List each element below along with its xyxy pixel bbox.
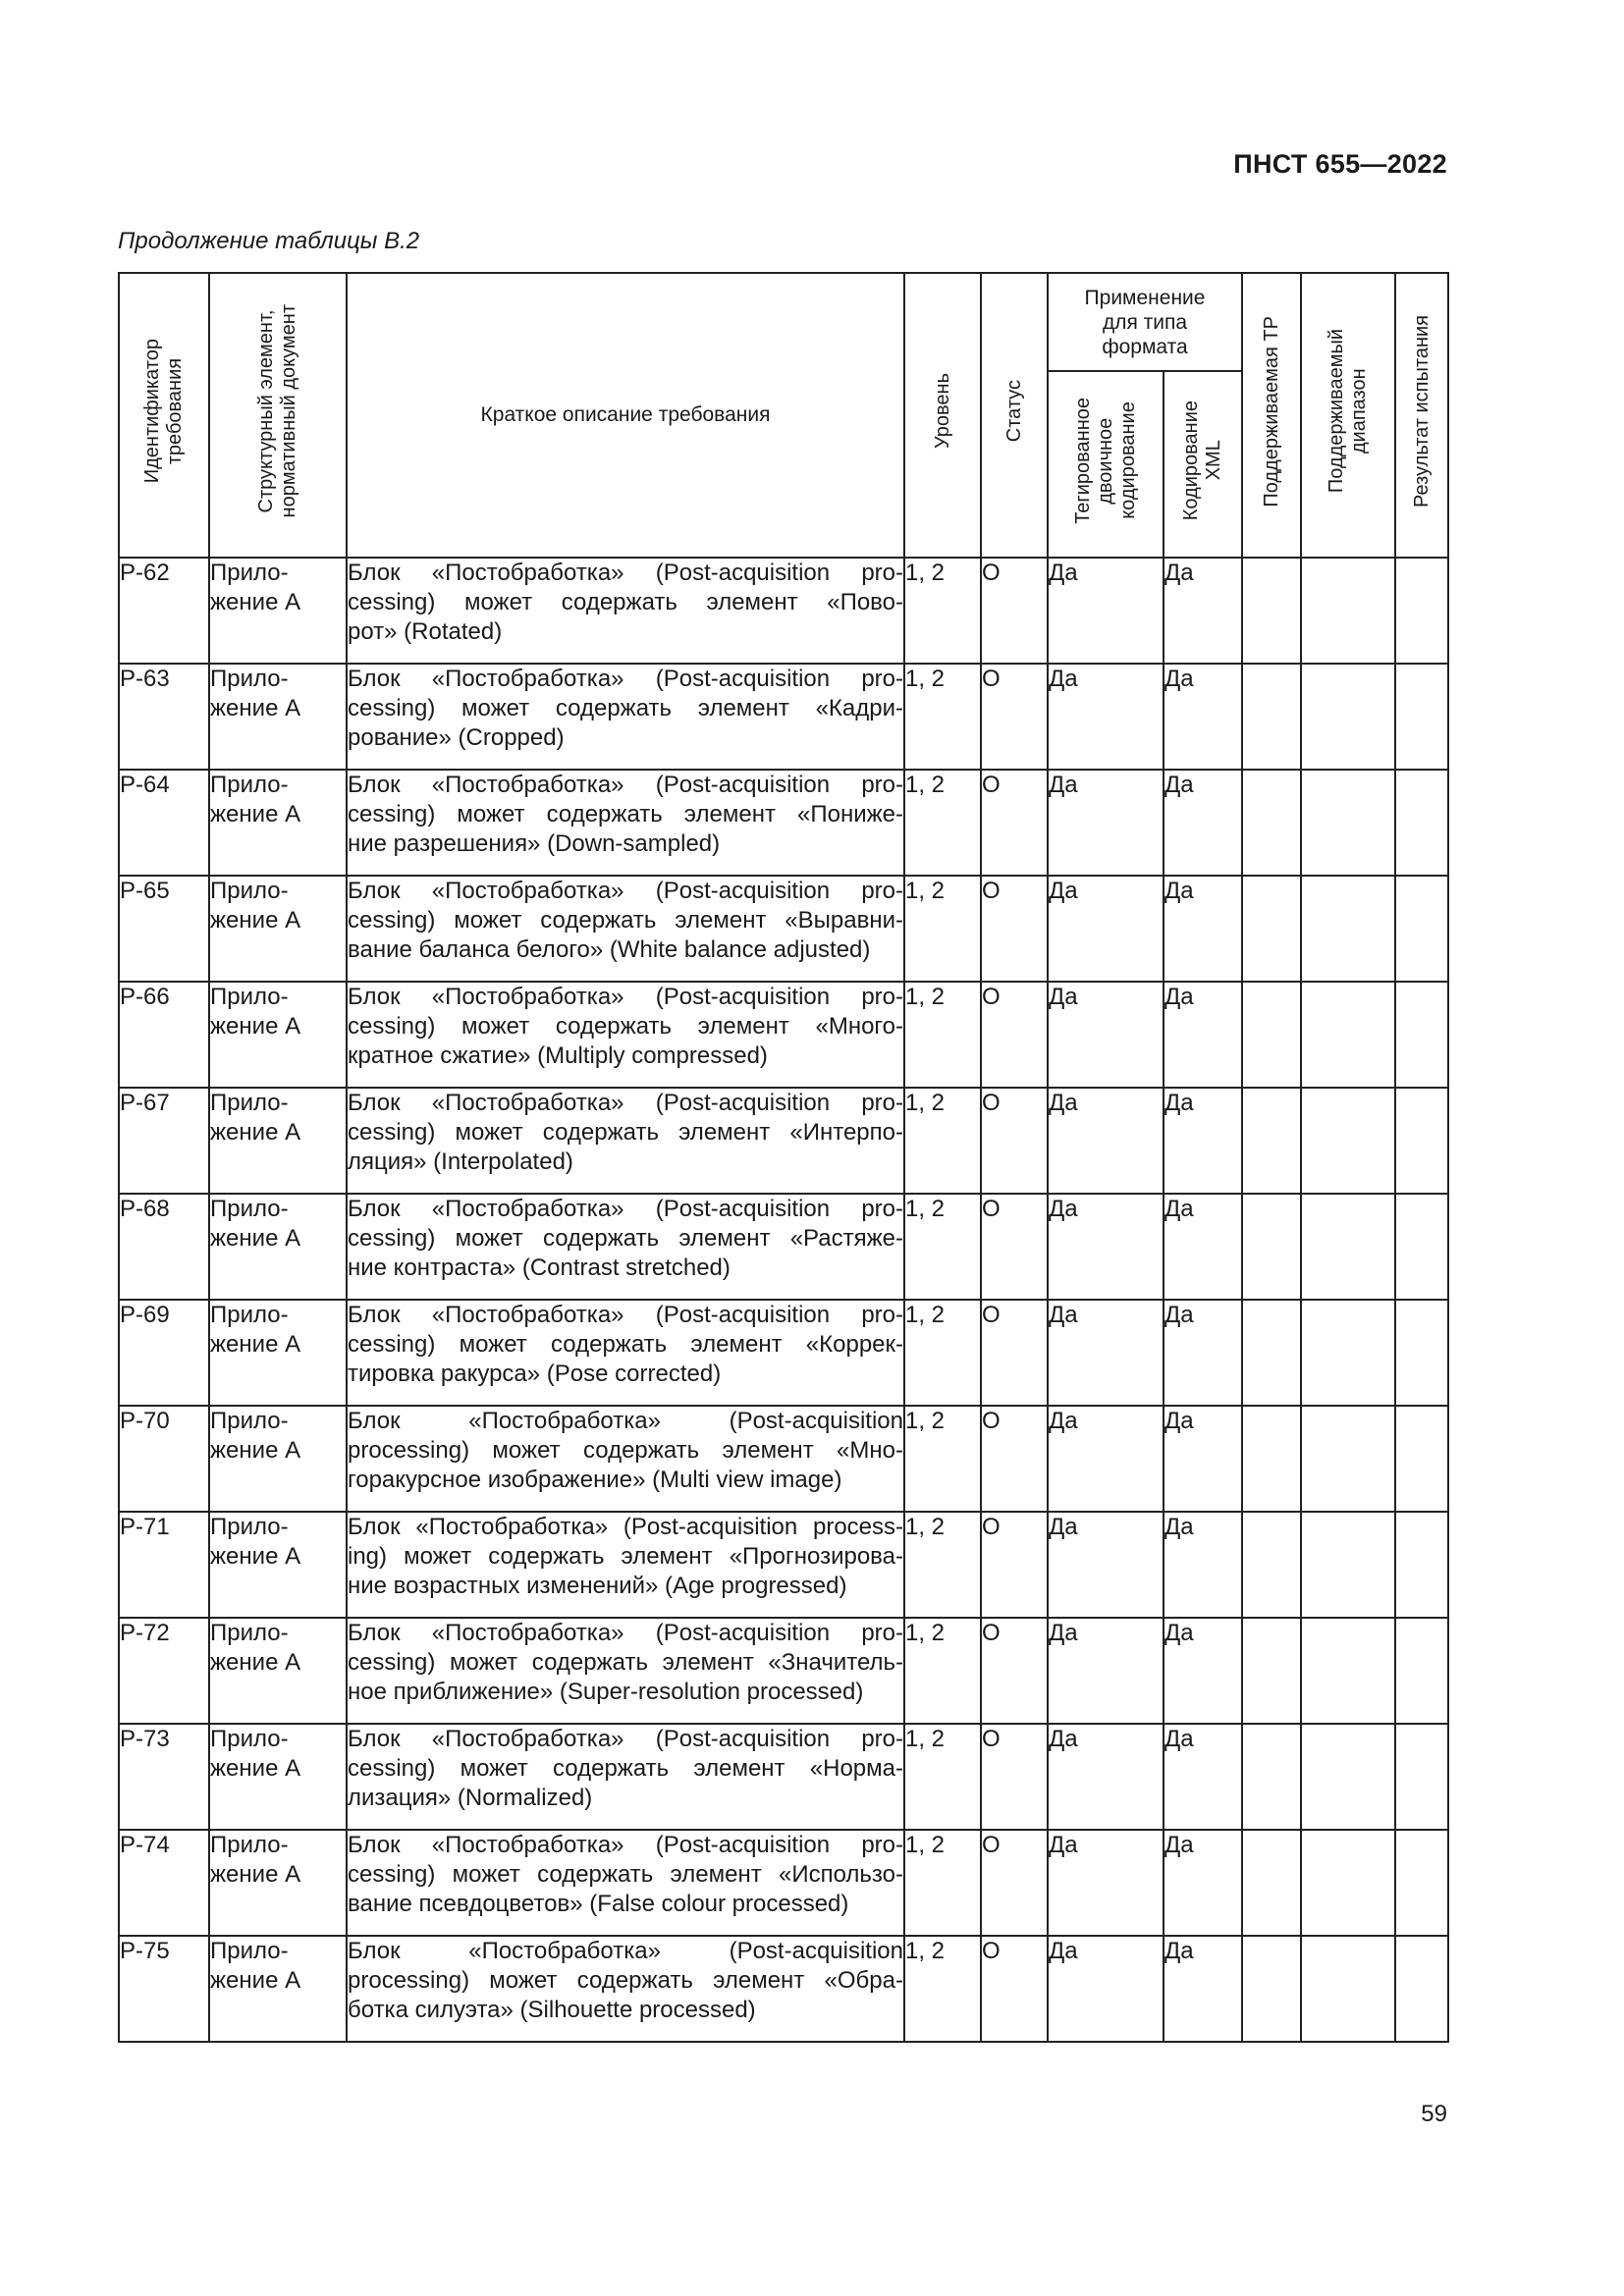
structural-line: Прило- bbox=[210, 1408, 289, 1434]
cell-description bbox=[347, 1724, 904, 1830]
cell-description bbox=[347, 1512, 904, 1618]
header-format-application: Применение для типа формата bbox=[1048, 273, 1242, 371]
description-line: cessing) может содержать элемент «Пониже- bbox=[348, 801, 903, 828]
cell-requirement-id: P-69 bbox=[119, 1300, 209, 1406]
structural-line: жение А bbox=[210, 1649, 301, 1676]
cell-status: O bbox=[981, 1512, 1048, 1618]
cell-description bbox=[347, 1300, 904, 1406]
cell-supported-tr bbox=[1242, 1300, 1301, 1406]
cell-test-result bbox=[1395, 1618, 1448, 1724]
cell-test-result bbox=[1395, 1088, 1448, 1194]
cell-supported-tr bbox=[1242, 558, 1301, 664]
description-line: cessing) может содержать элемент «Использо- bbox=[348, 1861, 903, 1888]
description-line: Блок «Постобработка» (Post-acquisition process- bbox=[348, 1514, 903, 1540]
cell-supported-range bbox=[1301, 1300, 1395, 1406]
description-line: тировка ракурса» (Pose corrected) bbox=[348, 1361, 722, 1387]
description-line: cessing) может содержать элемент «Пово- bbox=[348, 589, 903, 615]
cell-supported-range bbox=[1301, 1936, 1395, 2042]
cell-tagged-binary: Да bbox=[1048, 1936, 1164, 2042]
cell-supported-tr bbox=[1242, 1830, 1301, 1936]
table-row bbox=[119, 664, 1448, 770]
cell-level: 1, 2 bbox=[904, 876, 981, 982]
description-line: ботка силуэта» (Silhouette processed) bbox=[348, 1997, 756, 2023]
cell-status: O bbox=[981, 1088, 1048, 1194]
structural-line: жение А bbox=[210, 589, 301, 615]
description-line: Блок «Постобработка» (Post-acquisition bbox=[348, 1938, 903, 1964]
cell-xml: Да bbox=[1164, 664, 1242, 770]
cell-level: 1, 2 bbox=[904, 982, 981, 1088]
description-line: Блок «Постобработка» (Post-acquisition pro- bbox=[348, 984, 903, 1010]
cell-supported-range bbox=[1301, 664, 1395, 770]
cell-requirement-id: P-67 bbox=[119, 1088, 209, 1194]
table-row bbox=[119, 1618, 1448, 1724]
cell-level: 1, 2 bbox=[904, 1300, 981, 1406]
cell-status: O bbox=[981, 558, 1048, 664]
cell-xml: Да bbox=[1164, 982, 1242, 1088]
structural-line: жение А bbox=[210, 1437, 301, 1464]
structural-line: Прило- bbox=[210, 1196, 289, 1222]
cell-level: 1, 2 bbox=[904, 664, 981, 770]
cell-tagged-binary: Да bbox=[1048, 558, 1164, 664]
structural-line: Прило- bbox=[210, 1514, 289, 1540]
cell-requirement-id: P-64 bbox=[119, 770, 209, 876]
cell-description bbox=[347, 1406, 904, 1512]
page-number: 59 bbox=[1421, 2101, 1447, 2127]
table-row bbox=[119, 1088, 1448, 1194]
cell-description bbox=[347, 558, 904, 664]
cell-structural-element bbox=[209, 1936, 347, 2042]
description-line: cessing) может содержать элемент «Норма- bbox=[348, 1755, 903, 1782]
cell-structural-element bbox=[209, 770, 347, 876]
description-line: вание псевдоцветов» (False colour processed) bbox=[348, 1891, 849, 1917]
cell-requirement-id: P-74 bbox=[119, 1830, 209, 1936]
structural-line: Прило- bbox=[210, 1620, 289, 1646]
description-line: ние разрешения» (Down-sampled) bbox=[348, 830, 721, 857]
table-row bbox=[119, 982, 1448, 1088]
header-structural-element: Структурный элемент, нормативный документ bbox=[209, 273, 347, 558]
cell-level: 1, 2 bbox=[904, 1618, 981, 1724]
cell-supported-tr bbox=[1242, 876, 1301, 982]
cell-supported-tr bbox=[1242, 982, 1301, 1088]
description-line: cessing) может содержать элемент «Интерпо- bbox=[348, 1119, 903, 1146]
cell-requirement-id: P-72 bbox=[119, 1618, 209, 1724]
structural-line: жение А bbox=[210, 695, 301, 721]
header-supported-tr: Поддерживаемая ТР bbox=[1242, 273, 1301, 558]
table-header bbox=[119, 273, 1448, 558]
structural-line: Прило- bbox=[210, 666, 289, 692]
table-row bbox=[119, 1936, 1448, 2042]
structural-line: жение А bbox=[210, 1119, 301, 1146]
structural-line: жение А bbox=[210, 801, 301, 828]
cell-test-result bbox=[1395, 1830, 1448, 1936]
cell-status: O bbox=[981, 770, 1048, 876]
header-xml: Кодирование XML bbox=[1164, 371, 1242, 558]
cell-supported-tr bbox=[1242, 1088, 1301, 1194]
cell-tagged-binary: Да bbox=[1048, 1618, 1164, 1724]
cell-test-result bbox=[1395, 876, 1448, 982]
cell-test-result bbox=[1395, 558, 1448, 664]
description-line: ное приближение» (Super-resolution processed) bbox=[348, 1679, 864, 1705]
cell-requirement-id: P-71 bbox=[119, 1512, 209, 1618]
cell-supported-range bbox=[1301, 1194, 1395, 1300]
cell-test-result bbox=[1395, 1936, 1448, 2042]
description-line: Блок «Постобработка» (Post-acquisition pro- bbox=[348, 666, 903, 692]
cell-supported-tr bbox=[1242, 1512, 1301, 1618]
cell-structural-element bbox=[209, 1406, 347, 1512]
description-line: Блок «Постобработка» (Post-acquisition pro- bbox=[348, 1196, 903, 1222]
cell-requirement-id: P-75 bbox=[119, 1936, 209, 2042]
header-description: Краткое описание требования bbox=[347, 273, 904, 558]
cell-description bbox=[347, 876, 904, 982]
structural-line: Прило- bbox=[210, 1090, 289, 1116]
cell-supported-range bbox=[1301, 982, 1395, 1088]
cell-xml: Да bbox=[1164, 558, 1242, 664]
cell-structural-element bbox=[209, 1194, 347, 1300]
cell-description bbox=[347, 770, 904, 876]
cell-xml: Да bbox=[1164, 1088, 1242, 1194]
cell-status: O bbox=[981, 1194, 1048, 1300]
description-line: cessing) может содержать элемент «Значитель- bbox=[348, 1649, 903, 1676]
description-line: ing) может содержать элемент «Прогнозирова- bbox=[348, 1543, 903, 1570]
structural-line: жение А bbox=[210, 1967, 301, 1994]
cell-xml: Да bbox=[1164, 770, 1242, 876]
cell-supported-range bbox=[1301, 1406, 1395, 1512]
cell-level: 1, 2 bbox=[904, 1724, 981, 1830]
cell-test-result bbox=[1395, 1512, 1448, 1618]
cell-tagged-binary: Да bbox=[1048, 1300, 1164, 1406]
header-supported-range: Поддерживаемый диапазон bbox=[1301, 273, 1395, 558]
cell-requirement-id: P-65 bbox=[119, 876, 209, 982]
cell-test-result bbox=[1395, 1724, 1448, 1830]
cell-supported-tr bbox=[1242, 1194, 1301, 1300]
requirements-table bbox=[118, 272, 1449, 2043]
cell-level: 1, 2 bbox=[904, 1194, 981, 1300]
cell-xml: Да bbox=[1164, 1406, 1242, 1512]
description-line: processing) может содержать элемент «Обра- bbox=[348, 1967, 903, 1994]
description-line: cessing) может содержать элемент «Растяже- bbox=[348, 1225, 903, 1252]
description-line: горакурсное изображение» (Multi view image) bbox=[348, 1467, 842, 1493]
cell-test-result bbox=[1395, 982, 1448, 1088]
description-line: Блок «Постобработка» (Post-acquisition pro- bbox=[348, 1832, 903, 1858]
cell-level: 1, 2 bbox=[904, 1512, 981, 1618]
structural-line: Прило- bbox=[210, 772, 289, 798]
cell-requirement-id: P-66 bbox=[119, 982, 209, 1088]
cell-xml: Да bbox=[1164, 1724, 1242, 1830]
structural-line: Прило- bbox=[210, 1726, 289, 1752]
cell-level: 1, 2 bbox=[904, 770, 981, 876]
cell-tagged-binary: Да bbox=[1048, 770, 1164, 876]
cell-description bbox=[347, 1194, 904, 1300]
cell-supported-range bbox=[1301, 1618, 1395, 1724]
cell-description bbox=[347, 1936, 904, 2042]
structural-line: Прило- bbox=[210, 1302, 289, 1328]
description-line: Блок «Постобработка» (Post-acquisition pro- bbox=[348, 1302, 903, 1328]
cell-level: 1, 2 bbox=[904, 1830, 981, 1936]
table-row bbox=[119, 1194, 1448, 1300]
header-tagged-binary: Тегированное двоичное кодирование bbox=[1048, 371, 1164, 558]
cell-tagged-binary: Да bbox=[1048, 876, 1164, 982]
cell-xml: Да bbox=[1164, 1194, 1242, 1300]
cell-supported-tr bbox=[1242, 770, 1301, 876]
cell-structural-element bbox=[209, 1512, 347, 1618]
cell-tagged-binary: Да bbox=[1048, 982, 1164, 1088]
cell-status: O bbox=[981, 1618, 1048, 1724]
cell-status: O bbox=[981, 664, 1048, 770]
cell-supported-tr bbox=[1242, 1936, 1301, 2042]
cell-level: 1, 2 bbox=[904, 1088, 981, 1194]
cell-level: 1, 2 bbox=[904, 1936, 981, 2042]
table-row bbox=[119, 876, 1448, 982]
description-line: вание баланса белого» (White balance adjusted) bbox=[348, 936, 871, 963]
structural-line: жение А bbox=[210, 1013, 301, 1040]
cell-tagged-binary: Да bbox=[1048, 664, 1164, 770]
description-line: Блок «Постобработка» (Post-acquisition bbox=[348, 1408, 903, 1434]
cell-supported-range bbox=[1301, 1830, 1395, 1936]
cell-supported-range bbox=[1301, 558, 1395, 664]
cell-xml: Да bbox=[1164, 876, 1242, 982]
cell-structural-element bbox=[209, 1088, 347, 1194]
cell-description bbox=[347, 664, 904, 770]
cell-structural-element bbox=[209, 1830, 347, 1936]
cell-structural-element bbox=[209, 982, 347, 1088]
cell-requirement-id: P-62 bbox=[119, 558, 209, 664]
cell-tagged-binary: Да bbox=[1048, 1194, 1164, 1300]
table-row bbox=[119, 1724, 1448, 1830]
description-line: рот» (Rotated) bbox=[348, 618, 503, 645]
cell-supported-range bbox=[1301, 1724, 1395, 1830]
cell-status: O bbox=[981, 876, 1048, 982]
cell-supported-tr bbox=[1242, 1724, 1301, 1830]
header-requirement-id: Идентификатор требования bbox=[119, 273, 209, 558]
description-line: ние контраста» (Contrast stretched) bbox=[348, 1255, 731, 1281]
cell-structural-element bbox=[209, 664, 347, 770]
cell-structural-element bbox=[209, 1724, 347, 1830]
cell-supported-range bbox=[1301, 1088, 1395, 1194]
cell-requirement-id: P-70 bbox=[119, 1406, 209, 1512]
cell-test-result bbox=[1395, 1406, 1448, 1512]
description-line: Блок «Постобработка» (Post-acquisition pro- bbox=[348, 878, 903, 904]
cell-supported-range bbox=[1301, 770, 1395, 876]
cell-supported-tr bbox=[1242, 1618, 1301, 1724]
cell-structural-element bbox=[209, 876, 347, 982]
cell-description bbox=[347, 1830, 904, 1936]
description-line: лизация» (Normalized) bbox=[348, 1785, 593, 1811]
cell-status: O bbox=[981, 1936, 1048, 2042]
description-line: Блок «Постобработка» (Post-acquisition pro- bbox=[348, 1726, 903, 1752]
cell-tagged-binary: Да bbox=[1048, 1512, 1164, 1618]
cell-requirement-id: P-63 bbox=[119, 664, 209, 770]
structural-line: жение А bbox=[210, 1861, 301, 1888]
table-body bbox=[119, 558, 1448, 2042]
description-line: кратное сжатие» (Multiply compressed) bbox=[348, 1042, 768, 1069]
cell-structural-element bbox=[209, 1300, 347, 1406]
cell-xml: Да bbox=[1164, 1512, 1242, 1618]
description-line: cessing) может содержать элемент «Кадри- bbox=[348, 695, 903, 721]
cell-structural-element bbox=[209, 1618, 347, 1724]
cell-supported-tr bbox=[1242, 1406, 1301, 1512]
cell-test-result bbox=[1395, 664, 1448, 770]
table-row bbox=[119, 558, 1448, 664]
table-row bbox=[119, 1406, 1448, 1512]
description-line: Блок «Постобработка» (Post-acquisition pro- bbox=[348, 1620, 903, 1646]
cell-description bbox=[347, 1088, 904, 1194]
cell-xml: Да bbox=[1164, 1936, 1242, 2042]
cell-description bbox=[347, 982, 904, 1088]
structural-line: жение А bbox=[210, 1331, 301, 1358]
cell-level: 1, 2 bbox=[904, 558, 981, 664]
structural-line: Прило- bbox=[210, 1938, 289, 1964]
cell-level: 1, 2 bbox=[904, 1406, 981, 1512]
description-line: cessing) может содержать элемент «Много- bbox=[348, 1013, 903, 1040]
cell-status: O bbox=[981, 982, 1048, 1088]
table-continuation-title: Продолжение таблицы В.2 bbox=[118, 228, 420, 254]
cell-description bbox=[347, 1618, 904, 1724]
cell-status: O bbox=[981, 1406, 1048, 1512]
structural-line: Прило- bbox=[210, 878, 289, 904]
description-line: рование» (Cropped) bbox=[348, 724, 565, 751]
cell-status: O bbox=[981, 1830, 1048, 1936]
description-line: cessing) может содержать элемент «Коррек- bbox=[348, 1331, 903, 1358]
cell-tagged-binary: Да bbox=[1048, 1830, 1164, 1936]
cell-supported-range bbox=[1301, 1512, 1395, 1618]
cell-requirement-id: P-73 bbox=[119, 1724, 209, 1830]
description-line: ляция» (Interpolated) bbox=[348, 1148, 573, 1175]
table-row bbox=[119, 1300, 1448, 1406]
header-test-result: Результат испытания bbox=[1395, 273, 1448, 558]
cell-tagged-binary: Да bbox=[1048, 1724, 1164, 1830]
document-code: ПНСТ 655—2022 bbox=[1233, 149, 1447, 179]
description-line: Блок «Постобработка» (Post-acquisition pro- bbox=[348, 1090, 903, 1116]
cell-structural-element bbox=[209, 558, 347, 664]
description-line: Блок «Постобработка» (Post-acquisition pro- bbox=[348, 772, 903, 798]
structural-line: Прило- bbox=[210, 984, 289, 1010]
cell-xml: Да bbox=[1164, 1618, 1242, 1724]
table-row bbox=[119, 1830, 1448, 1936]
cell-status: O bbox=[981, 1724, 1048, 1830]
cell-xml: Да bbox=[1164, 1300, 1242, 1406]
structural-line: Прило- bbox=[210, 560, 289, 586]
description-line: processing) может содержать элемент «Мно- bbox=[348, 1437, 903, 1464]
cell-requirement-id: P-68 bbox=[119, 1194, 209, 1300]
cell-tagged-binary: Да bbox=[1048, 1088, 1164, 1194]
description-line: cessing) может содержать элемент «Выравни- bbox=[348, 907, 903, 934]
table-row bbox=[119, 1512, 1448, 1618]
table-row bbox=[119, 770, 1448, 876]
cell-xml: Да bbox=[1164, 1830, 1242, 1936]
structural-line: Прило- bbox=[210, 1832, 289, 1858]
structural-line: жение А bbox=[210, 1543, 301, 1570]
cell-tagged-binary: Да bbox=[1048, 1406, 1164, 1512]
cell-test-result bbox=[1395, 1194, 1448, 1300]
cell-test-result bbox=[1395, 1300, 1448, 1406]
cell-test-result bbox=[1395, 770, 1448, 876]
cell-status: O bbox=[981, 1300, 1048, 1406]
cell-supported-tr bbox=[1242, 664, 1301, 770]
header-status: Статус bbox=[981, 273, 1048, 558]
structural-line: жение А bbox=[210, 1755, 301, 1782]
description-line: ние возрастных изменений» (Age progressed) bbox=[348, 1573, 847, 1599]
structural-line: жение А bbox=[210, 1225, 301, 1252]
cell-supported-range bbox=[1301, 876, 1395, 982]
header-level: Уровень bbox=[904, 273, 981, 558]
description-line: Блок «Постобработка» (Post-acquisition pro- bbox=[348, 560, 903, 586]
structural-line: жение А bbox=[210, 907, 301, 934]
